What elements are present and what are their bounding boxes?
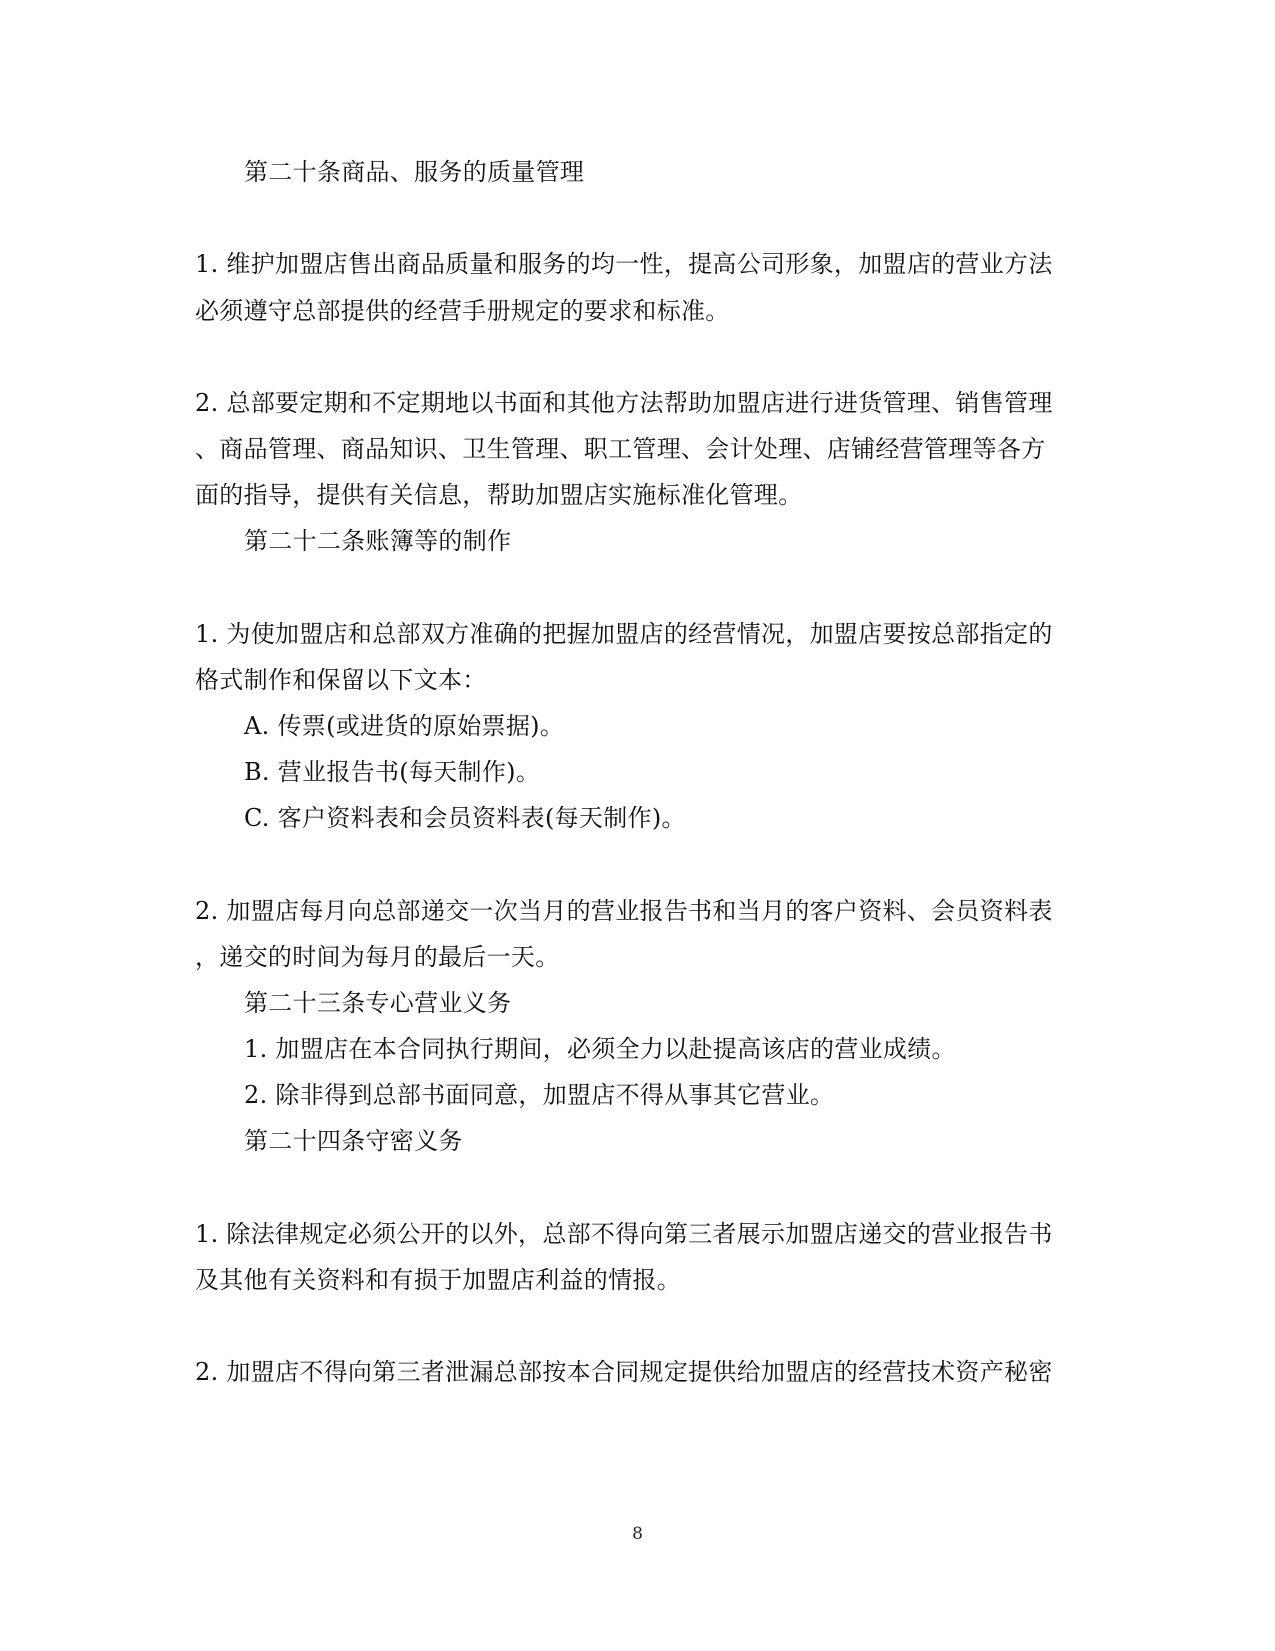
list-item: 1. 加盟店在本合同执行期间，必须全力以赴提高该店的营业成绩。 <box>244 1035 956 1063</box>
section-heading-23: 第二十三条专心营业义务 <box>244 989 512 1017</box>
paragraph-line: 、商品管理、商品知识、卫生管理、职工管理、会计处理、店铺经营管理等各方 <box>195 435 1046 463</box>
section-heading-20: 第二十条商品、服务的质量管理 <box>244 158 585 186</box>
list-item: 2. 除非得到总部书面同意，加盟店不得从事其它营业。 <box>244 1081 835 1109</box>
paragraph-line: 1. 维护加盟店售出商品质量和服务的均一性，提高公司形象，加盟店的营业方法 <box>195 250 1053 278</box>
paragraph-line: ，递交的时间为每月的最后一天。 <box>195 943 560 971</box>
section-heading-22: 第二十二条账簿等的制作 <box>244 527 512 555</box>
list-item: A. 传票(或进货的原始票据)。 <box>244 712 565 740</box>
paragraph-line: 格式制作和保留以下文本： <box>195 666 487 694</box>
paragraph-line: 2. 总部要定期和不定期地以书面和其他方法帮助加盟店进行进货管理、销售管理 <box>195 389 1053 417</box>
page-number: 8 <box>632 1524 643 1544</box>
paragraph-line: 2. 加盟店每月向总部递交一次当月的营业报告书和当月的客户资料、会员资料表 <box>195 897 1053 925</box>
paragraph-line: 面的指导，提供有关信息，帮助加盟店实施标准化管理。 <box>195 481 803 509</box>
paragraph-line: 2. 加盟店不得向第三者泄漏总部按本合同规定提供给加盟店的经营技术资产秘密 <box>195 1358 1053 1386</box>
paragraph-line: 1. 除法律规定必须公开的以外，总部不得向第三者展示加盟店递交的营业报告书 <box>195 1220 1053 1248</box>
section-heading-24: 第二十四条守密义务 <box>244 1127 463 1155</box>
paragraph-line: 及其他有关资料和有损于加盟店利益的情报。 <box>195 1266 681 1294</box>
paragraph-line: 必须遵守总部提供的经营手册规定的要求和标准。 <box>195 297 730 325</box>
list-item: B. 营业报告书(每天制作)。 <box>244 758 541 786</box>
paragraph-line: 1. 为使加盟店和总部双方准确的把握加盟店的经营情况，加盟店要按总部指定的 <box>195 620 1053 648</box>
list-item: C. 客户资料表和会员资料表(每天制作)。 <box>244 804 686 832</box>
